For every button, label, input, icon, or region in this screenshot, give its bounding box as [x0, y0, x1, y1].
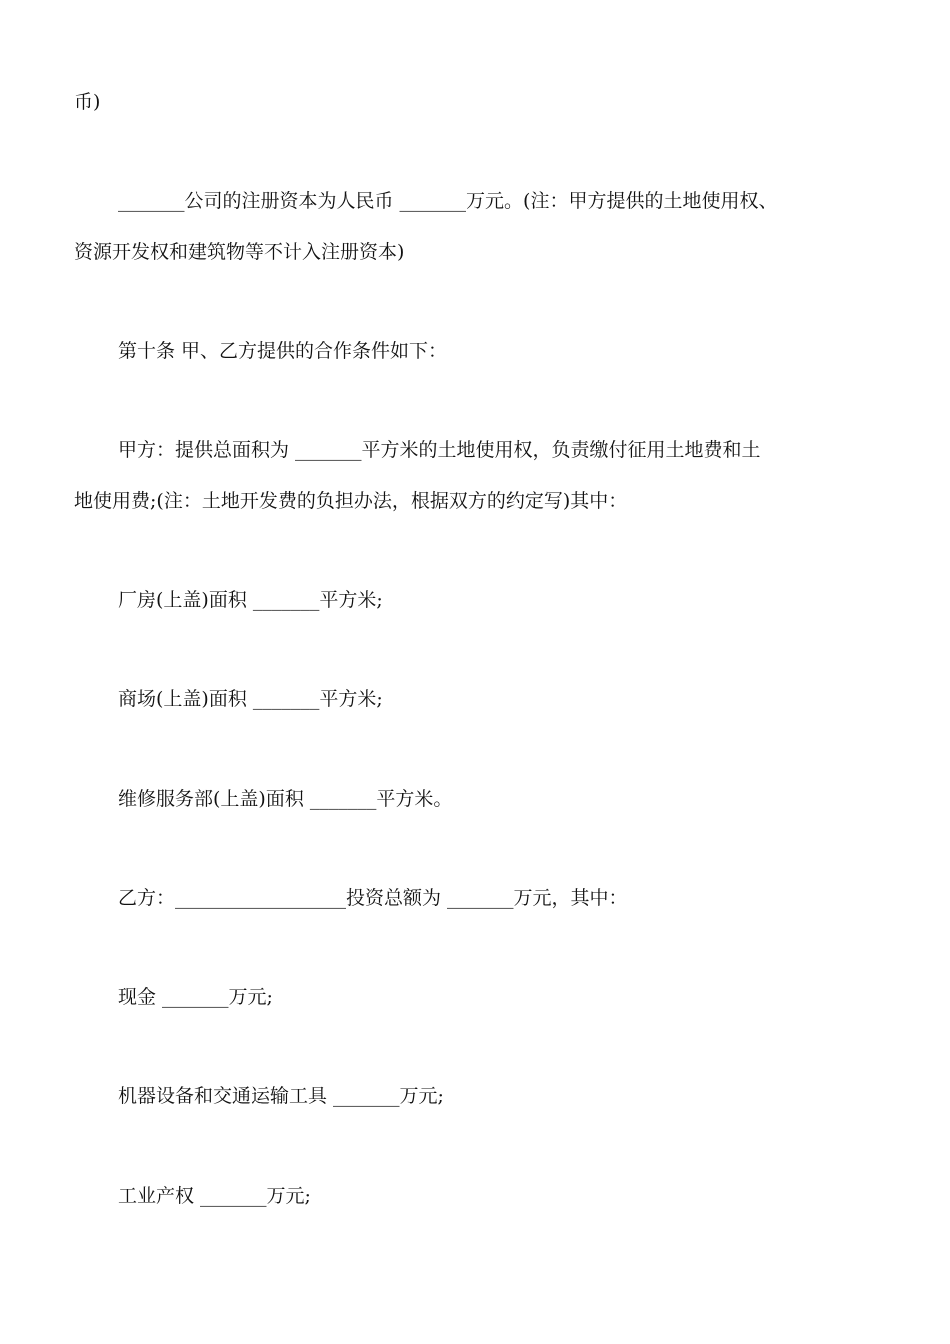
text-line-currency-end: 币)	[74, 91, 101, 113]
text-line-registered-capital: _______公司的注册资本为人民币 _______万元。(注：甲方提供的土地使用权、	[118, 190, 778, 212]
text-line-party-a-land-cont: 地使用费;(注：土地开发费的负担办法，根据双方的约定写)其中：	[74, 490, 628, 512]
text-line-factory-area: 厂房(上盖)面积 _______平方米;	[118, 589, 383, 611]
text-line-repair-area: 维修服务部(上盖)面积 _______平方米。	[118, 788, 453, 810]
text-line-cash: 现金 _______万元;	[118, 986, 273, 1008]
text-line-party-b-investment: 乙方：__________________投资总额为 _______万元，其中：	[118, 887, 628, 909]
text-line-machinery: 机器设备和交通运输工具 _______万元;	[118, 1085, 444, 1107]
text-line-party-a-land: 甲方：提供总面积为 _______平方米的土地使用权，负责缴付征用土地费和土	[118, 439, 761, 461]
text-line-mall-area: 商场(上盖)面积 _______平方米;	[118, 688, 383, 710]
article-ten-heading: 第十条 甲、乙方提供的合作条件如下：	[118, 340, 448, 362]
text-line-capital-note: 资源开发权和建筑物等不计入注册资本)	[74, 241, 405, 263]
text-line-industrial-property: 工业产权 _______万元;	[118, 1185, 311, 1207]
